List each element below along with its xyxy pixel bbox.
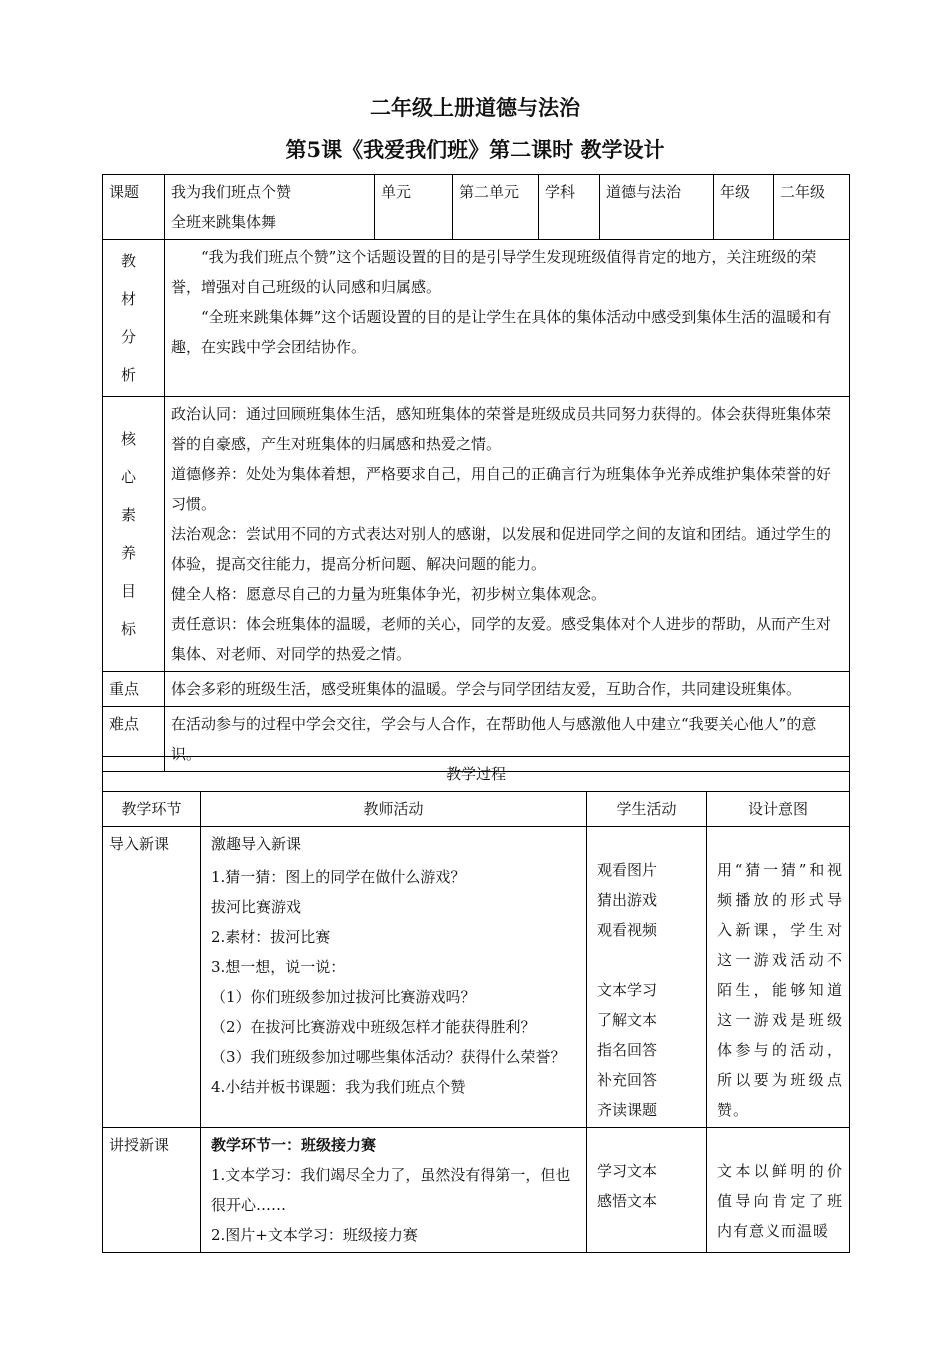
stage-intro: 导入新课	[103, 827, 201, 1128]
difficulty-label: 难点	[103, 707, 165, 772]
subject-value: 道德与法治	[600, 175, 714, 240]
teacher-activity-intro: 激趣导入新课 1.猜一猜：图上的同学在做什么游戏？ 拔河比赛游戏 2.素材：拔河比赛 3.想一想，说一说： （1）你们班级参加过拔河比赛游戏吗？ （2）在拔河比赛游戏中班级怎样才能获得胜利？ （3）我们班级参加过哪些集体活动？获得什么荣誉？ 4.小结并板书课题：我为我们班点个赞	[201, 827, 587, 1128]
topic-value-2: 全班来跳集体舞	[171, 213, 277, 231]
process-header: 教学过程	[103, 757, 850, 792]
core-goal-2: 道德修养：处处为集体着想，严格要求自己，用自己的正确言行为班集体争光养成维护集体荣誉的好习惯。	[171, 465, 832, 513]
document-subtitle: 第5课《我爱我们班》第二课时 教学设计	[285, 137, 665, 162]
design-intent-intro: 用“猜一猜”和视频播放的形式导入新课，学生对这一游戏活动不陌生，能够知道这一游戏是班级体参与的活动，所以要为班级点赞。	[707, 827, 850, 1128]
col-header-teacher: 教师活动	[201, 792, 587, 827]
material-label: 教 材 分 析	[103, 240, 165, 397]
teaching-process-table	[102, 756, 850, 1253]
student-activity-new-lesson: 学习文本 感悟文本	[587, 1128, 707, 1253]
topic-value-1: 我为我们班点个赞	[171, 183, 292, 201]
document-title: 二年级上册道德与法治	[370, 95, 580, 120]
core-literacy-goals	[165, 397, 850, 672]
core-goal-1: 政治认同：通过回顾班集体生活，感知班集体的荣誉是班级成员共同努力获得的。体会获得班集体荣誉的自豪感，产生对班集体的归属感和热爱之情。	[171, 405, 832, 453]
grade-label: 年级	[714, 175, 774, 240]
student-activity-intro: 观看图片 猜出游戏 观看视频 文本学习 了解文本 指名回答 补充回答 齐读课题	[587, 827, 707, 1128]
key-point-label: 重点	[103, 672, 165, 707]
teacher-activity-new-lesson: 教学环节一：班级接力赛 1.文本学习：我们竭尽全力了，虽然没有得第一，但也很开心…… 2.图片+文本学习：班级接力赛	[201, 1128, 587, 1253]
lesson-info-table	[102, 174, 850, 772]
core-goal-3: 法治观念：尝试用不同的方式表达对别人的感谢，以发展和促进同学之间的友谊和团结。通过学生的体验，提高交往能力，提高分析问题、解决问题的能力。	[171, 525, 832, 573]
core-goal-5: 责任意识：体会班集体的温暖，老师的关心，同学的友爱。感受集体对个人进步的帮助，从而产生对集体、对老师、对同学的热爱之情。	[171, 615, 832, 663]
core-goal-4: 健全人格：愿意尽自己的力量为班集体争光，初步树立集体观念。	[171, 585, 607, 603]
material-para-2: “全班来跳集体舞”这个话题设置的目的是让学生在具体的集体活动中感受到集体生活的温暖和有趣，在实践中学会团结协作。	[171, 308, 832, 356]
grade-value: 二年级	[774, 175, 850, 240]
unit-label: 单元	[375, 175, 453, 240]
stage-new-lesson: 讲授新课	[103, 1128, 201, 1253]
topic-value	[165, 175, 375, 240]
material-analysis	[165, 240, 850, 397]
unit-value: 第二单元	[453, 175, 539, 240]
material-para-1: “我为我们班点个赞”这个话题设置的目的是引导学生发现班级值得肯定的地方，关注班级的荣誉，增强对自己班级的认同感和归属感。	[171, 248, 817, 296]
col-header-intent: 设计意图	[707, 792, 850, 827]
difficulty-text: 在活动参与的过程中学会交往，学会与人合作，在帮助他人与感激他人中建立“我要关心他人”的意识。	[165, 707, 850, 772]
design-intent-new-lesson: 文本以鲜明的价值导向肯定了班内有意义而温暖	[707, 1128, 850, 1253]
table-row	[103, 1128, 850, 1253]
table-row	[103, 827, 850, 1128]
core-label: 核 心 素 养 目 标	[103, 397, 165, 672]
col-header-student: 学生活动	[587, 792, 707, 827]
col-header-stage: 教学环节	[103, 792, 201, 827]
topic-label: 课题	[103, 175, 165, 240]
subject-label: 学科	[539, 175, 600, 240]
key-point-text: 体会多彩的班级生活，感受班集体的温暖。学会与同学团结友爱，互助合作，共同建设班集体。	[165, 672, 850, 707]
